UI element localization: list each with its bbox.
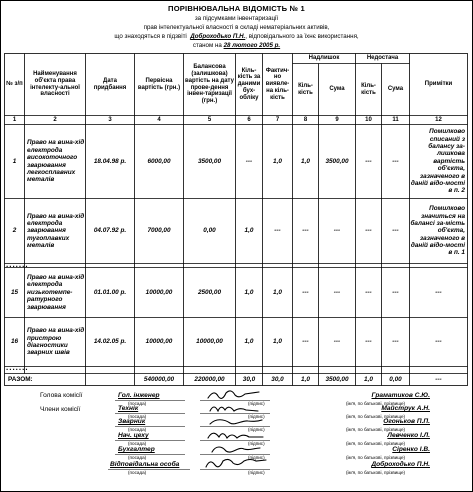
signer-1-signature-caption: (підпис) xyxy=(248,401,265,406)
col-index: 3 xyxy=(108,116,112,123)
row-15-balance: 2500,00 xyxy=(197,288,222,296)
row-15-name: Право на вина-хід електрода низькотемпе-ратурного зварювання xyxy=(27,274,85,311)
col-header-qty-book: Кіль-кість за даними бух-обліку xyxy=(237,67,261,101)
col-header-initial-value: Первісна вартість (грн.) xyxy=(137,77,181,91)
col-header-balance-value: Балансова (залишкова) вартість на дату прове-дення інвен-таризації (грн.) xyxy=(185,64,234,104)
row-2-name: Право на вина-хід електрода зварювання тугоплавких металів xyxy=(27,212,85,250)
row-1-shortage-qty: --- xyxy=(365,157,372,165)
col-header-num: № з/п xyxy=(6,81,23,88)
signer-2-signature-caption: (підпис) xyxy=(248,414,265,419)
col-header-surplus-qty: Кіль-кість xyxy=(298,82,313,96)
col-index: 9 xyxy=(335,116,339,123)
totals-initial: 540000,00 xyxy=(143,375,175,383)
col-index: 6 xyxy=(247,116,251,123)
signer-2-name-caption: (ім'я, по батькові, прізвище) xyxy=(346,414,406,419)
row-15-initial: 10000,00 xyxy=(145,288,173,296)
subtitle-line-3-prefix: що знаходяться в підзвіті xyxy=(114,33,187,40)
col-header-surplus: Надлишок xyxy=(308,55,340,62)
row-16-balance: 10000,00 xyxy=(196,338,223,346)
totals-shortage-sum: 0,00 xyxy=(389,375,402,383)
col-header-date: Дата придбання xyxy=(93,77,127,91)
signer-3-position-caption: (посада) xyxy=(128,427,147,432)
row-1-note: Помилково списаний з балансу за-лишкова вартість об'єкта, зазначеного в даній відо-мості в п. 2 xyxy=(410,128,465,195)
subtitle-line-2: прав інтелектуальної власності в складі нематеріальних активів, xyxy=(143,24,330,31)
col-header-name: Найменування об'єкта права інтелекту-альної власності xyxy=(30,71,80,98)
responsible-person: Доброходько П.Н. xyxy=(190,33,246,40)
signer-6-name-caption: (ім'я, по батькові, прізвище) xyxy=(346,470,406,475)
row-15-num: 15 xyxy=(10,288,19,296)
row-2-qty-fact: --- xyxy=(274,227,281,235)
col-index: 8 xyxy=(303,116,308,123)
row-2-qty-book: 1,0 xyxy=(244,227,254,235)
document-title: ПОРІВНЮВАЛЬНА ВІДОМІСТЬ № 1 xyxy=(168,4,305,13)
signature-scribble-5 xyxy=(212,447,260,452)
row-16-shortage-sum: --- xyxy=(392,338,399,346)
row-2-shortage-sum: --- xyxy=(392,227,399,235)
row-2-date: 04.07.92 р. xyxy=(93,227,127,235)
row-1-shortage-sum: --- xyxy=(392,157,399,165)
row-2-surplus-qty: --- xyxy=(302,227,309,235)
row-1-surplus-sum: 3500,00 xyxy=(325,157,349,165)
row-1-surplus-qty: 1,0 xyxy=(301,157,310,165)
row-16-date: 14.02.05 р. xyxy=(93,338,127,346)
signer-6-position-caption: (посада) xyxy=(128,470,147,475)
signer-6-position: Відповідальна особа xyxy=(110,461,180,468)
subtitle-line-1: за підсумками інвентаризації xyxy=(194,15,279,22)
col-index: 1 xyxy=(12,116,17,123)
totals-label: РАЗОМ: xyxy=(8,375,33,383)
signer-3-position: Зварник xyxy=(118,418,146,425)
row-16-initial: 10000,00 xyxy=(145,338,173,346)
signer-1-name: Граматиков С.Ю. xyxy=(371,392,430,399)
signer-6-signature-caption: (підпис) xyxy=(248,470,265,475)
signer-5-name-caption: (ім'я, по батькові, прізвище) xyxy=(346,455,406,460)
row-2-surplus-sum: --- xyxy=(333,227,341,235)
row-16-surplus-sum: --- xyxy=(333,338,341,346)
row-16-note: --- xyxy=(435,338,442,346)
signer-4-name-caption: (ім'я, по батькові, прізвище) xyxy=(346,441,406,446)
row-2-note: Помилково значиться на балансі за-мість об'єкта, зазначеного в даній відо-мості в п. 1 xyxy=(410,205,465,257)
signer-1-name-caption: (ім'я, по батькові, прізвище) xyxy=(346,401,406,406)
signature-scribble-2 xyxy=(210,407,258,411)
rows-omitted-marker: ....... xyxy=(6,260,29,269)
totals-shortage-qty: 1,0 xyxy=(364,375,373,383)
row-16-name: Право на вина-хід пристрою діагностики зварних швів xyxy=(27,327,85,357)
signer-2-name: Майструк А.Н. xyxy=(381,405,430,412)
totals-surplus-qty: 1,0 xyxy=(301,375,310,383)
col-header-shortage: Недостача xyxy=(366,55,399,62)
signer-5-name: Сіренко І.В. xyxy=(392,446,430,453)
signer-5-position-caption: (посада) xyxy=(128,455,147,460)
row-1-num: 1 xyxy=(12,157,17,165)
row-1-name: Право на вина-хід електрода високоточного зварювання легкосплавних металів xyxy=(27,139,85,184)
rows-omitted-marker: ....... xyxy=(6,363,29,372)
totals-balance: 220000,00 xyxy=(194,375,225,383)
col-index: 5 xyxy=(207,116,212,123)
row-16-num: 16 xyxy=(10,338,19,346)
row-2-initial: 7000,00 xyxy=(147,227,171,235)
row-2-balance: 0,00 xyxy=(203,227,216,235)
subtitle-line-4-prefix: станом на xyxy=(192,42,222,49)
row-15-surplus-sum: --- xyxy=(333,288,341,296)
signer-4-position-caption: (посада) xyxy=(128,441,147,446)
row-16-qty-fact: 1,0 xyxy=(273,338,282,346)
inventory-date: 28 лютого 2005 р. xyxy=(223,42,281,49)
row-15-date: 01.01.00 р. xyxy=(93,288,127,296)
totals-note: --- xyxy=(435,375,442,383)
row-15-shortage-sum: --- xyxy=(392,288,399,296)
subtitle-line-3-suffix: , відповідального за їхнє використання, xyxy=(245,33,359,40)
col-header-qty-fact: Фактич-но виявле-на кіль-кість xyxy=(265,67,290,101)
row-15-qty-book: 1,0 xyxy=(244,288,254,296)
row-15-surplus-qty: --- xyxy=(302,288,309,296)
col-index: 4 xyxy=(157,116,161,123)
signer-1-position: Гол. інженер xyxy=(118,392,160,399)
signer-6-name: Доброходько П.Н. xyxy=(371,461,430,468)
totals-surplus-sum: 3500,00 xyxy=(325,375,349,383)
row-15-shortage-qty: --- xyxy=(365,288,372,296)
signature-scribble-4 xyxy=(208,433,263,438)
row-16-surplus-qty: --- xyxy=(302,338,309,346)
signature-scribble-1 xyxy=(208,391,259,398)
col-header-shortage-sum: Сума xyxy=(387,86,404,93)
totals-qty-fact: 30,0 xyxy=(271,375,284,383)
col-header-surplus-sum: Сума xyxy=(329,86,345,93)
signer-4-name: Левченко І.Л. xyxy=(387,432,430,439)
signature-scribble-6 xyxy=(206,459,266,467)
signer-2-position: Технік xyxy=(118,405,139,412)
row-2-shortage-qty: --- xyxy=(365,227,372,235)
row-15-note: --- xyxy=(435,288,442,296)
row-2-num: 2 xyxy=(12,227,17,235)
commission-members-label: Члени комісії xyxy=(40,406,81,413)
signer-3-name-caption: (ім'я, по батькові, прізвище) xyxy=(346,427,406,432)
commission-head-label: Голова комісії xyxy=(40,392,83,399)
row-1-qty-book: --- xyxy=(245,157,253,165)
signature-scribble-3 xyxy=(210,420,262,424)
signer-2-position-caption: (посада) xyxy=(128,414,147,419)
signer-4-position: Нач. цеху xyxy=(118,432,149,439)
col-index: 10 xyxy=(365,116,372,123)
signer-5-signature-caption: (підпис) xyxy=(248,455,265,460)
row-15-qty-fact: 1,0 xyxy=(273,288,282,296)
totals-qty-book: 30,0 xyxy=(242,375,256,383)
signer-4-signature-caption: (підпис) xyxy=(248,441,265,446)
row-1-date: 18.04.98 р. xyxy=(93,157,127,165)
row-16-qty-book: 1,0 xyxy=(244,338,254,346)
signer-3-signature-caption: (підпис) xyxy=(248,427,265,432)
signer-1-position-caption: (посада) xyxy=(128,401,147,406)
row-1-balance: 3500,00 xyxy=(197,157,222,165)
col-header-notes: Примітки xyxy=(424,81,453,88)
col-header-shortage-qty: Кіль-кість xyxy=(361,82,376,96)
col-index: 12 xyxy=(435,116,442,123)
col-index: 7 xyxy=(275,116,280,123)
row-1-qty-fact: 1,0 xyxy=(273,157,282,165)
col-index: 2 xyxy=(53,116,57,123)
signer-5-position: Бухгалтер xyxy=(118,446,155,453)
signer-3-name: Огоньков П.П. xyxy=(383,418,430,425)
row-1-initial: 6000,00 xyxy=(147,157,171,165)
row-16-shortage-qty: --- xyxy=(365,338,372,346)
col-index: 11 xyxy=(392,116,399,123)
